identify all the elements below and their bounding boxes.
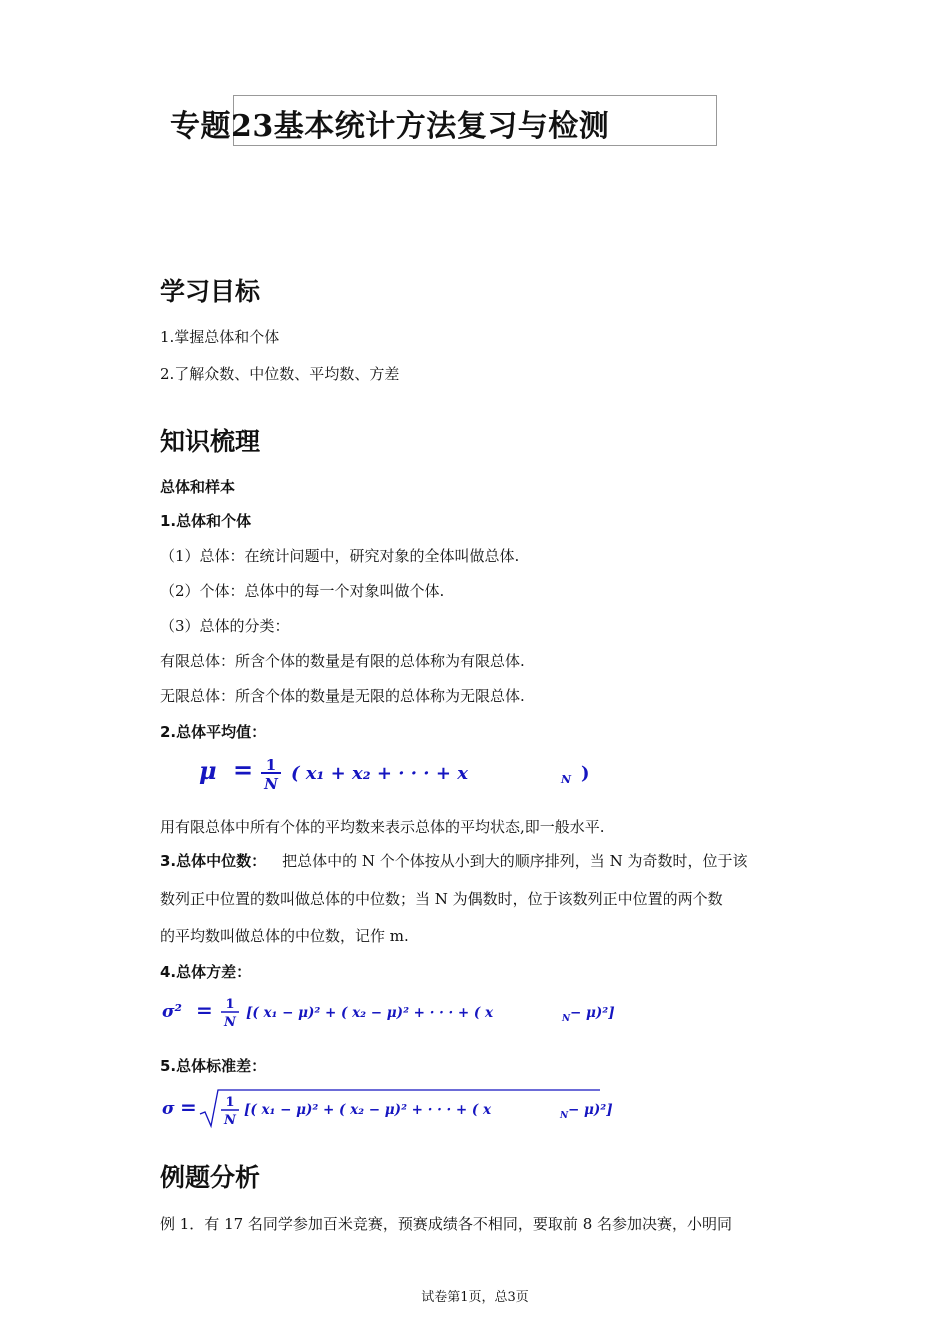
- paragraph-median-line-1: [160, 851, 747, 871]
- formula-stddev: [160, 1086, 680, 1132]
- page-footer: 试卷第1页，总3页: [421, 1290, 529, 1305]
- formula-mean-denominator: N: [264, 775, 278, 793]
- formula-variance-denominator: N: [224, 1015, 236, 1030]
- text-finite: 有限总体：所含个体的数量是有限的总体称为有限总体.: [160, 652, 525, 670]
- formula-variance: [160, 993, 670, 1033]
- formula-stddev-eq: =: [180, 1095, 197, 1119]
- formula-variance-numerator: 1: [225, 997, 235, 1012]
- text-classification: （3）总体的分类：: [160, 617, 290, 635]
- formula-mean-subscript: N: [561, 773, 572, 786]
- page-title: 专题23基本统计方法复习与检测: [170, 109, 610, 144]
- formula-mean-body: ( x₁ + x₂ + · · · + x: [291, 763, 468, 784]
- text-median-1: 把总体中的 N 个个体按从小到大的顺序排列，当 N 为奇数时，位于该: [282, 852, 748, 870]
- heading-knowledge: 知识梳理: [160, 427, 261, 456]
- title-block: [170, 95, 730, 147]
- subheading-median: 3.总体中位数：: [160, 852, 267, 870]
- formula-variance-body: [( x₁ − μ)² + ( x₂ − μ)² + · · · + ( x: [246, 1005, 494, 1021]
- text-individual: （2）个体：总体中的每一个对象叫做个体.: [160, 582, 445, 600]
- formula-mean-numerator: 1: [265, 756, 277, 774]
- formula-variance-eq: =: [196, 998, 213, 1022]
- formula-mean-close: ): [581, 763, 590, 784]
- formula-mean-mu: μ: [199, 756, 217, 785]
- subheading-variance: 4.总体方差：: [160, 963, 252, 981]
- heading-goals: 学习目标: [160, 277, 261, 306]
- formula-stddev-close: − μ)²]: [568, 1102, 613, 1118]
- goal-item-1: 1.掌握总体和个体: [160, 328, 280, 346]
- formula-stddev-body: [( x₁ − μ)² + ( x₂ − μ)² + · · · + ( x: [244, 1102, 492, 1118]
- formula-variance-lhs: σ²: [162, 1002, 182, 1022]
- formula-stddev-lhs: σ: [162, 1099, 175, 1119]
- formula-mean: [195, 752, 615, 794]
- text-infinite: 无限总体：所含个体的数量是无限的总体称为无限总体.: [160, 687, 525, 705]
- text-example-1: 例 1．有 17 名同学参加百米竞赛，预赛成绩各不相同，要取前 8 名参加决赛，小明同: [160, 1215, 733, 1233]
- text-median-2: 数列正中位置的数叫做总体的中位数；当 N 为偶数时，位于该数列正中位置的两个数: [160, 890, 723, 908]
- subheading-stddev: 5.总体标准差：: [160, 1057, 267, 1075]
- formula-stddev-subscript: N: [560, 1111, 569, 1121]
- formula-variance-close: − μ)²]: [570, 1005, 615, 1021]
- subheading-population-sample: 总体和样本: [160, 478, 236, 496]
- formula-stddev-numerator: 1: [225, 1095, 235, 1110]
- formula-mean-eq: =: [233, 755, 254, 784]
- text-population: （1）总体：在统计问题中，研究对象的全体叫做总体.: [160, 547, 520, 565]
- goal-item-2: 2.了解众数、中位数、平均数、方差: [160, 365, 400, 383]
- formula-variance-subscript: N: [562, 1014, 571, 1024]
- heading-examples: 例题分析: [160, 1163, 261, 1192]
- subheading-mean: 2.总体平均值：: [160, 723, 267, 741]
- formula-stddev-denominator: N: [224, 1113, 236, 1128]
- text-median-3: 的平均数叫做总体的中位数，记作 m.: [160, 927, 409, 945]
- subheading-population-individual: 1.总体和个体: [160, 512, 252, 530]
- text-mean-explanation: 用有限总体中所有个体的平均数来表示总体的平均状态,即一般水平.: [160, 818, 605, 836]
